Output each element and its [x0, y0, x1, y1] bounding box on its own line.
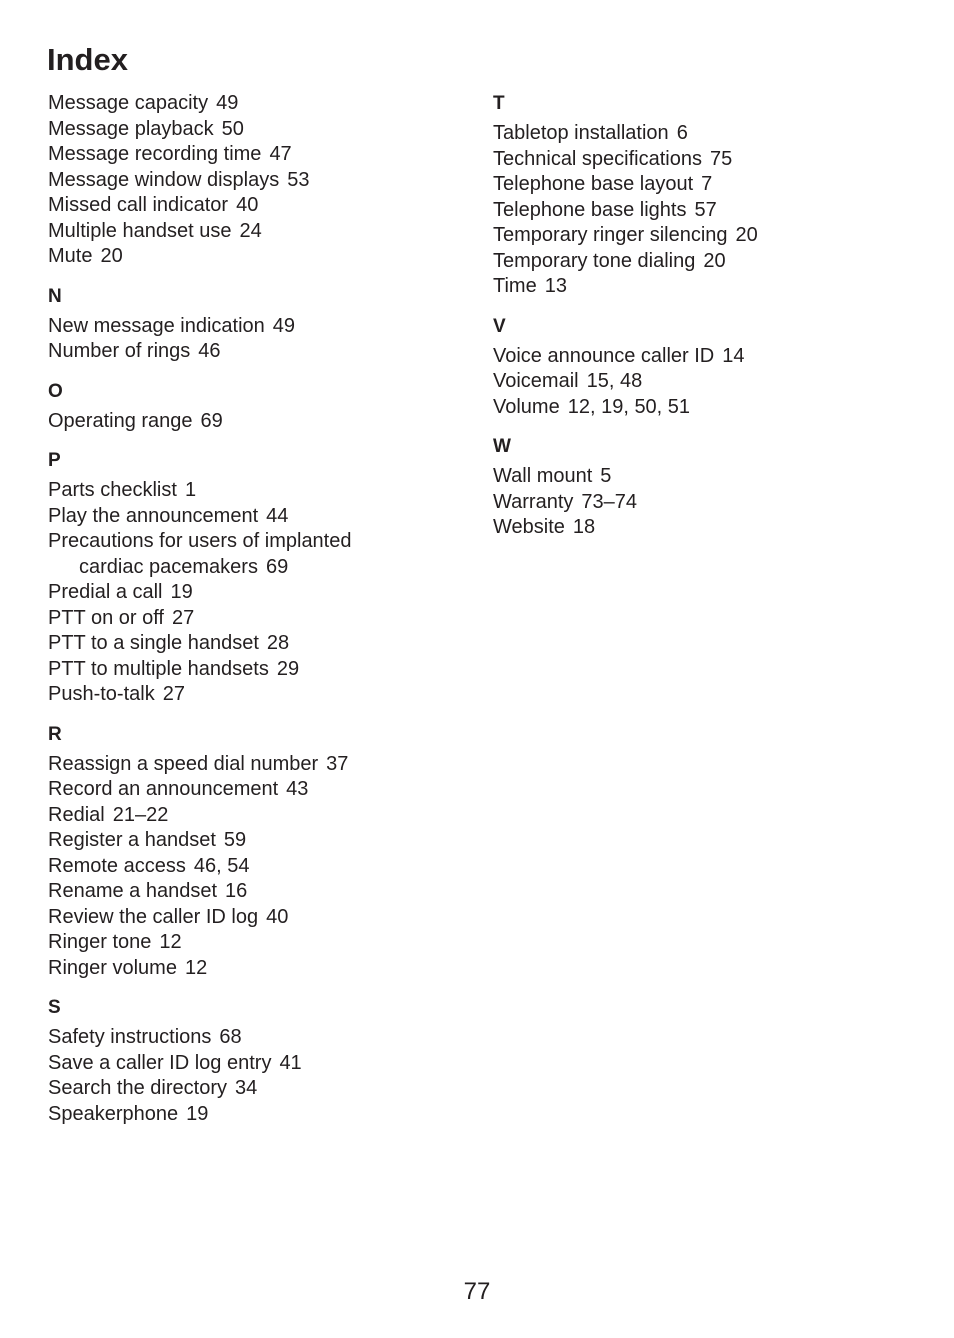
entry-pages: 40 [236, 194, 259, 216]
entry-term: PTT on or off [48, 606, 164, 629]
section-letter: W [493, 436, 511, 457]
entry-term: Save a caller ID log entry [48, 1051, 272, 1074]
index-section-n [48, 284, 468, 365]
entry-term: Record an announcement [48, 778, 279, 800]
entry-term: Time [493, 275, 537, 297]
entry-pages: 43 [286, 778, 309, 800]
entry-pages: 69 [200, 409, 223, 432]
section-letter: S [48, 997, 61, 1018]
entry-pages: 6 [676, 122, 688, 144]
index-entry [48, 930, 468, 956]
index-entry [48, 314, 468, 340]
entry-pages: 46, 54 [193, 854, 250, 877]
index-section-o [48, 379, 468, 435]
entry-pages: 37 [326, 752, 349, 775]
entry-pages: 47 [269, 143, 292, 165]
index-section-w [493, 434, 913, 541]
index-section-v [493, 314, 913, 421]
entry-pages: 24 [239, 219, 262, 242]
index-section-s [48, 995, 468, 1127]
index-entry [493, 274, 913, 300]
entry-term: Rename a handset [48, 880, 218, 902]
entry-pages: 50 [221, 117, 244, 140]
index-entry [48, 478, 468, 504]
entry-pages: 14 [722, 344, 745, 367]
entry-pages: 49 [272, 314, 296, 337]
index-entry [48, 777, 468, 803]
entry-term: Website [493, 516, 565, 538]
entry-pages: 73–74 [581, 490, 638, 513]
index-entry [48, 1102, 468, 1128]
entry-continuation-text: cardiac pacemakers [79, 555, 258, 578]
entry-pages: 49 [216, 92, 239, 114]
entry-pages: 20 [100, 245, 123, 267]
entry-term: Reassign a speed dial number [48, 752, 319, 775]
entry-term: Speakerphone [48, 1102, 179, 1125]
index-entry [493, 249, 913, 275]
section-letter: V [493, 315, 506, 337]
entry-pages: 27 [172, 606, 195, 629]
entry-pages: 1 [184, 479, 197, 501]
index-entry [48, 752, 468, 778]
section-letter: P [48, 450, 61, 471]
entry-term: Message playback [48, 117, 214, 140]
entry-pages: 13 [544, 275, 567, 297]
entry-term: Warranty [493, 490, 574, 513]
section-letter: T [493, 93, 505, 114]
index-entry [493, 198, 913, 224]
index-entry [48, 682, 468, 708]
index-entry [48, 219, 468, 245]
index-entry [48, 580, 468, 606]
entry-pages: 15, 48 [586, 370, 643, 392]
entry-term: New message indication [48, 314, 265, 337]
entry-pages: 18 [572, 516, 596, 538]
index-entry [493, 147, 913, 173]
entry-pages: 46 [198, 340, 221, 362]
index-entry [48, 657, 468, 683]
entry-term: Ringer volume [48, 956, 177, 979]
entry-pages: 28 [266, 632, 290, 654]
index-entry [48, 803, 468, 829]
index-entry [48, 905, 468, 931]
entry-pages: 59 [223, 829, 247, 851]
entry-pages: 21–22 [112, 803, 169, 826]
entry-pages: 53 [287, 168, 310, 191]
index-entry [48, 529, 468, 580]
section-letter: R [48, 723, 62, 745]
entry-term: Message capacity [48, 92, 209, 114]
entry-pages: 57 [694, 198, 717, 221]
entry-term: Precautions for users of implanted [48, 530, 352, 552]
entry-continuation [48, 555, 468, 581]
entry-term: Play the announcement [48, 504, 259, 527]
entry-term: Temporary ringer silencing [493, 224, 728, 246]
index-section-p [48, 448, 468, 708]
entry-pages: 7 [701, 173, 713, 195]
entry-term: PTT to a single handset [48, 632, 259, 654]
entry-term: Technical specifications [493, 147, 702, 170]
entry-term: Redial [48, 803, 105, 826]
index-entry [48, 854, 468, 880]
entry-pages: 41 [279, 1051, 302, 1074]
index-section-t [493, 91, 913, 300]
index-entry [48, 956, 468, 982]
entry-pages: 12, 19, 50, 51 [567, 395, 691, 418]
section-letter: N [48, 285, 62, 307]
entry-term: Search the directory [48, 1077, 227, 1099]
entry-pages: 69 [265, 555, 289, 578]
entry-term: Telephone base layout [493, 173, 694, 195]
index-entry [48, 504, 468, 530]
entry-pages: 44 [266, 504, 289, 527]
section-letter: O [48, 380, 63, 402]
entry-pages: 19 [186, 1102, 209, 1125]
index-entry [493, 395, 913, 421]
index-entry [48, 168, 468, 194]
entry-term: Voicemail [493, 370, 579, 392]
page-title: Index [47, 42, 128, 77]
entry-term: Telephone base lights [493, 198, 687, 221]
entry-term: Temporary tone dialing [493, 249, 696, 272]
entry-pages: 40 [266, 905, 289, 928]
index-entry [493, 121, 913, 147]
entry-term: Predial a call [48, 581, 163, 603]
entry-term: Message recording time [48, 143, 262, 165]
index-entry [48, 1051, 468, 1077]
entry-pages: 29 [276, 657, 300, 680]
index-entry [48, 117, 468, 143]
entry-pages: 27 [162, 683, 185, 705]
index-entry [48, 1076, 468, 1102]
index-column-left [48, 91, 468, 1141]
index-entry [493, 223, 913, 249]
entry-pages: 12 [159, 931, 182, 953]
index-entry [493, 369, 913, 395]
index-entry [48, 1025, 468, 1051]
index-column-right [493, 91, 913, 555]
entry-term: Mute [48, 245, 93, 267]
index-entry [48, 828, 468, 854]
entry-term: Voice announce caller ID [493, 344, 715, 367]
entry-term: Operating range [48, 409, 193, 432]
index-entry [493, 172, 913, 198]
index-section-r [48, 722, 468, 982]
entry-pages: 5 [600, 465, 612, 487]
entry-term: Number of rings [48, 340, 191, 362]
entry-term: Multiple handset use [48, 219, 232, 242]
index-entry [493, 515, 913, 541]
page-number: 77 [463, 1278, 491, 1305]
entry-pages: 20 [703, 249, 726, 272]
index-entry [48, 193, 468, 219]
entry-term: Remote access [48, 854, 186, 877]
index-entry [48, 879, 468, 905]
index-section-m-continued [48, 91, 468, 270]
index-entry [48, 142, 468, 168]
entry-pages: 19 [170, 581, 193, 603]
index-entry [48, 606, 468, 632]
entry-term: Parts checklist [48, 479, 177, 501]
index-entry [48, 244, 468, 270]
entry-term: Message window displays [48, 168, 280, 191]
entry-pages: 12 [184, 956, 208, 979]
index-entry [48, 409, 468, 435]
entry-term: Ringer tone [48, 931, 152, 953]
entry-pages: 16 [225, 880, 248, 902]
index-entry [48, 339, 468, 365]
entry-pages: 20 [735, 224, 758, 246]
entry-term: Register a handset [48, 829, 216, 851]
entry-term: Review the caller ID log [48, 905, 259, 928]
entry-pages: 68 [219, 1026, 242, 1048]
entry-term: Missed call indicator [48, 194, 229, 216]
index-entry [493, 464, 913, 490]
index-entry [493, 490, 913, 516]
index-entry [48, 631, 468, 657]
entry-term: Volume [493, 395, 560, 418]
entry-pages: 34 [234, 1077, 258, 1099]
entry-term: Tabletop installation [493, 122, 669, 144]
index-entry [493, 344, 913, 370]
entry-term: Push-to-talk [48, 683, 155, 705]
index-entry [48, 91, 468, 117]
entry-term: PTT to multiple handsets [48, 657, 269, 680]
entry-pages: 75 [710, 147, 733, 170]
entry-term: Wall mount [493, 465, 593, 487]
entry-term: Safety instructions [48, 1026, 212, 1048]
